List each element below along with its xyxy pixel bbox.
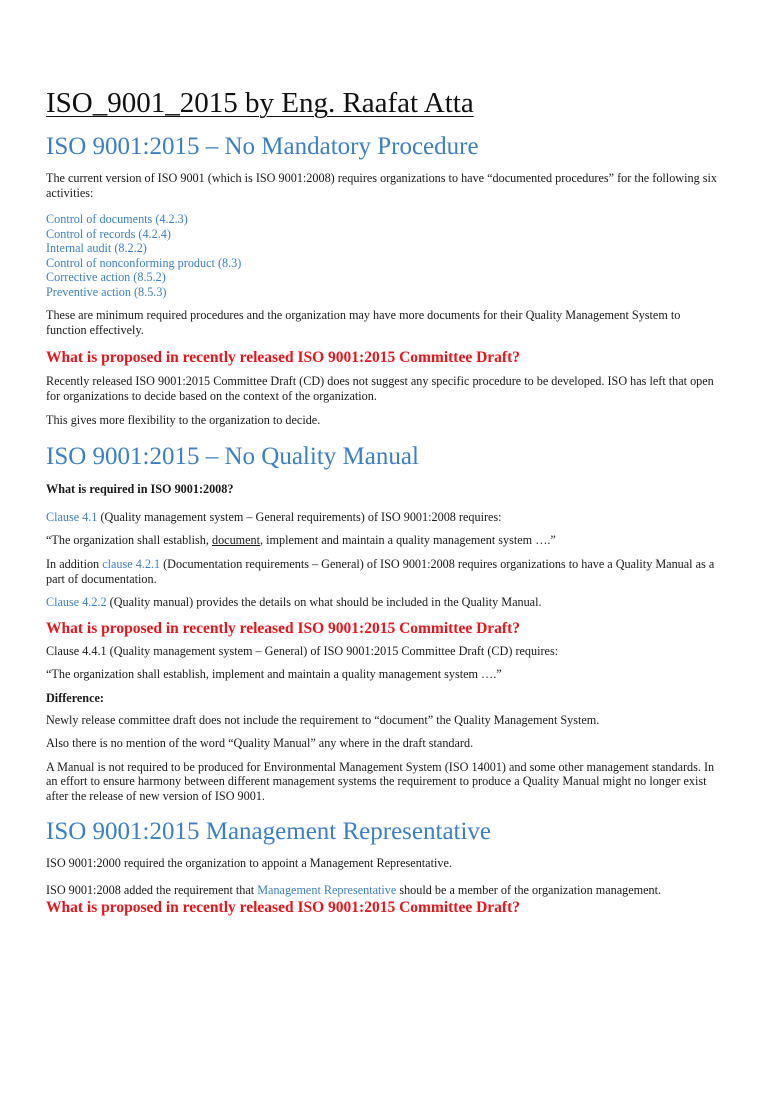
paragraph-text: ISO 9001:2008 added the requirement that (46, 883, 258, 898)
answer-paragraph: This gives more flexibility to the organization to decide. (46, 412, 321, 427)
list-item[interactable]: Control of records (4.2.4) (46, 226, 171, 241)
difference-paragraph: Newly release committee draft does not include the requirement to “document” the Quality Management System. (46, 712, 600, 727)
clause-text: (Quality manual) provides the details on what should be included in the Quality Manual. (106, 595, 542, 610)
quote-emphasis: document (211, 533, 261, 548)
list-item[interactable]: Internal audit (8.2.2) (46, 241, 147, 256)
clause-paragraph (46, 510, 722, 525)
clause-text: (Quality management system – General requirements) of ISO 9001:2008 requires: (97, 509, 502, 524)
clause-link[interactable]: Clause 4.2.2 (46, 595, 107, 610)
section-heading-no-quality-manual: ISO 9001:2015 – No Quality Manual (46, 443, 419, 471)
document-title: ISO_9001_2015 by Eng. Raafat Atta (46, 87, 474, 119)
clause-text: (Documentation requirements – General) of ISO 9001:2008 requires organizations to have a Quality Manual as a part of documentation. (46, 556, 715, 586)
quote-text: “The organization shall establish, (46, 533, 212, 548)
quote-text: , implement and maintain a quality management system ….” (260, 533, 556, 548)
list-item[interactable]: Corrective action (8.5.2) (46, 270, 166, 285)
paragraph-text: should be a member of the organization management. (396, 883, 662, 898)
clause-text: In addition (46, 556, 103, 571)
quote-paragraph: “The organization shall establish, implement and maintain a quality management system ….” (46, 667, 502, 682)
after-list-text: These are minimum required procedures and the organization may have more documents for their Quality Management System to function effectively. (46, 308, 681, 337)
clause-link[interactable]: clause 4.2.1 (102, 556, 161, 571)
question-heading: What is proposed in recently released ISO 9001:2015 Committee Draft? (46, 619, 520, 637)
list-item[interactable]: Control of nonconforming product (8.3) (46, 255, 242, 270)
clause-link[interactable]: Clause 4.1 (46, 509, 98, 524)
difference-paragraph: A Manual is not required to be produced for Environmental Management System (ISO 14001) and some other management standards. In an effort to ensure harmony between different management systems the requirement to produce a Quality Manual might no longer exist after the release of new version of ISO 9001. (46, 759, 715, 803)
paragraph (46, 883, 722, 898)
clause-paragraph: Clause 4.4.1 (Quality management system – General) of ISO 9001:2015 Committee Draft (CD) requires: (46, 643, 559, 658)
clause-paragraph (46, 595, 722, 610)
quote-paragraph (46, 533, 722, 548)
list-item[interactable]: Preventive action (8.5.3) (46, 284, 167, 299)
difference-label: Difference: (46, 690, 104, 705)
document-page (0, 86, 768, 917)
section-heading-management-representative: ISO 9001:2015 Management Representative (46, 818, 492, 846)
difference-paragraph: Also there is no mention of the word “Quality Manual” any where in the draft standard. (46, 736, 474, 751)
section-heading-no-mandatory-procedure: ISO 9001:2015 – No Mandatory Procedure (46, 133, 479, 160)
paragraph: ISO 9001:2000 required the organization to appoint a Management Representative. (46, 856, 452, 871)
management-representative-link[interactable]: Management Representative (257, 883, 397, 898)
question-heading: What is proposed in recently released ISO 9001:2015 Committee Draft? (46, 349, 520, 367)
subheading: What is required in ISO 9001:2008? (46, 482, 234, 497)
procedure-list (46, 212, 722, 299)
section-intro: The current version of ISO 9001 (which is ISO 9001:2008) requires organizations to have “documented procedures” for the following six activities: (46, 171, 717, 200)
list-item[interactable]: Control of documents (4.2.3) (46, 212, 188, 227)
question-heading: What is proposed in recently released ISO 9001:2015 Committee Draft? (46, 898, 520, 916)
clause-paragraph (46, 557, 722, 586)
answer-paragraph: Recently released ISO 9001:2015 Committee Draft (CD) does not suggest any specific procedure to be developed. ISO has left that open for organizations to decide based on the context of the organization. (46, 374, 714, 403)
